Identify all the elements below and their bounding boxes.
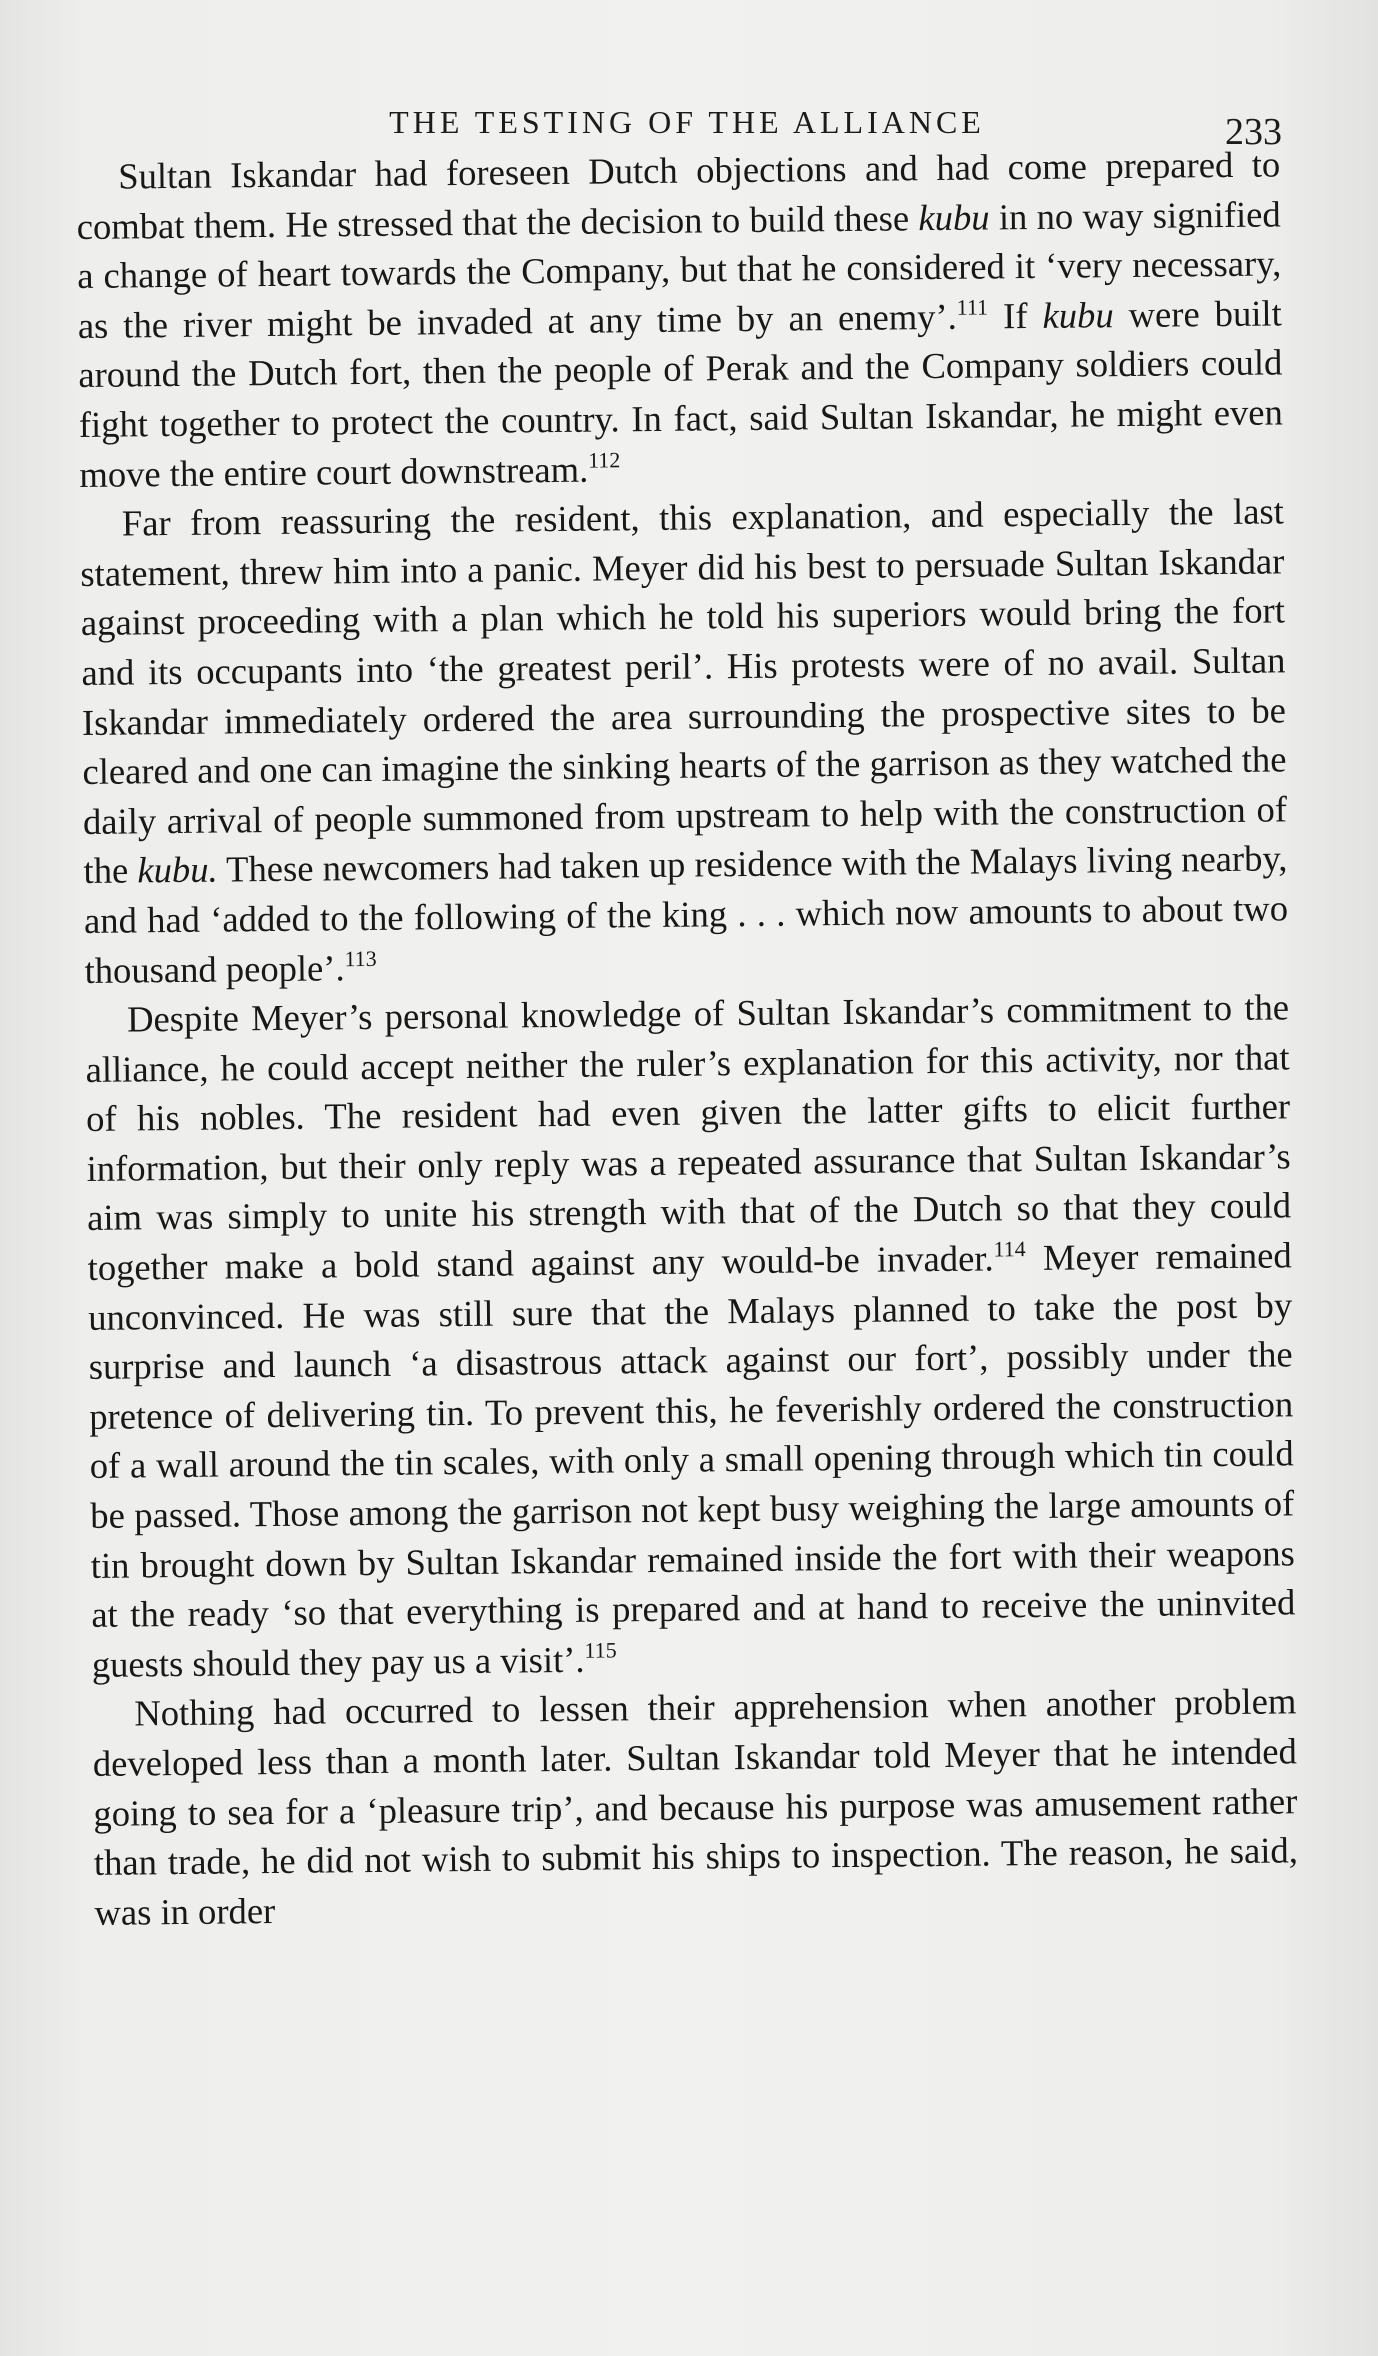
text-run: If: [987, 294, 1043, 337]
text-run: Nothing had occurred to lessen their apprehension when another problem developed less than a month later. Sultan Iskandar told Meyer that he intended going to sea for a ‘pleasure trip’, and because his purpose was amusement rather than trade, he did not wish to submit his ships to inspection. The reason, he said, was in order: [92, 1680, 1299, 1933]
page-number: 233: [1225, 111, 1282, 153]
text-run: in no way signified a change of heart towards the Company, but that he considered it ‘very necessary, as the river might be invaded at any time by an enemy’.: [77, 192, 1282, 346]
text-run: These newcomers had taken up residence with the Malays living nearby, and had ‘added to the following of the king . . . which now amounts to about two thousand people’.: [83, 837, 1289, 991]
paragraph-3: [85, 982, 1296, 1689]
italic-term-kubu: kubu: [1042, 293, 1114, 336]
body-text: [76, 139, 1299, 1937]
running-head: THE TESTING OF THE ALLIANCE: [389, 104, 985, 140]
footnote-ref-114: 114: [993, 1236, 1026, 1262]
paragraph-2: [80, 487, 1289, 996]
footnote-ref-113: 113: [344, 945, 377, 971]
italic-term-kubu: kubu: [918, 196, 990, 238]
text-run: Far from reassuring the resident, this explanation, and especially the last statement, threw him into a panic. Meyer did his best to persuade Sultan Iskandar against proceeding with a plan which he told his superiors would bring the fort and its occupants into ‘the greatest peril’. His protests were of no avail. Sultan Iskandar immediately ordered the area surrounding the prospective sites to be cleared and one can imagine the sinking hearts of the garrison as they watched the daily arrival of people summoned from upstream to help with the construction of the: [80, 490, 1288, 892]
paragraph-4: [92, 1677, 1299, 1938]
italic-term-kubu: kubu.: [137, 848, 218, 891]
footnote-ref-112: 112: [588, 446, 621, 473]
text-run: were built around the Dutch fort, then the people of Perak and the Company soldiers could fight together to protect the country. In fact, said Sultan Iskandar, he might even move the entire court downstream.: [78, 292, 1284, 495]
paragraph-1: [76, 139, 1284, 499]
text-run: Meyer remained unconvinced. He was still sure that the Malays planned to take the post by surprise and launch ‘a disastrous attack against our fort’, possibly under the pretence of delivering tin. To prevent this, he feverishly ordered the construction of a wall around the tin scales, with only a small opening through which tin could be passed. Those among the garrison not kept busy weighing the large amounts of tin brought down by Sultan Iskandar remained inside the fort with their weapons at the ready ‘so that everything is prepared and at hand to receive the uninvited guests should they pay us a visit’.: [87, 1234, 1296, 1685]
footnote-ref-115: 115: [584, 1637, 617, 1663]
footnote-ref-111: 111: [956, 294, 989, 320]
text-run: Sultan Iskandar had foreseen Dutch objections and had come prepared to combat them. He stressed that the decision to build these: [76, 143, 1281, 247]
text-run: Despite Meyer’s personal knowledge of Sultan Iskandar’s commitment to the alliance, he could accept neither the ruler’s explanation for this activity, nor that of his nobles. The resident had even given the latter gifts to elicit further information, but their only reply was a repeated assurance that Sultan Iskandar’s aim was simply to unite his strength with that of the Dutch so that they could together make a bold stand against any would-be invader.: [85, 986, 1292, 1289]
